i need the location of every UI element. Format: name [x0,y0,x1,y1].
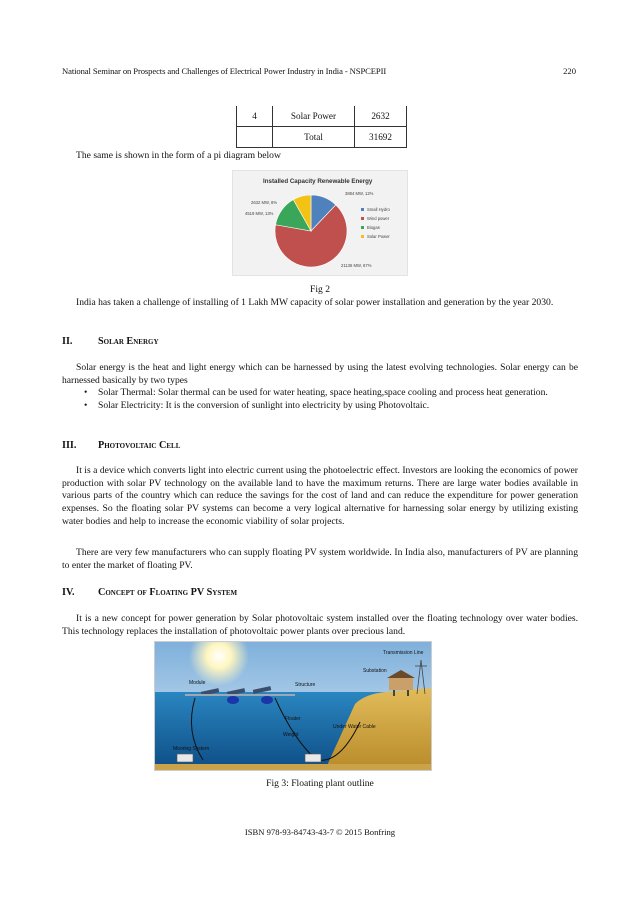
paragraph-floating: It is a new concept for power generation by Solar photovoltaic system installed over the floating technology over water bodies. This technology replaces the installation of photovoltaic power plants over precious land. [62,613,578,637]
label-module: Module [189,680,206,686]
label-floater: Floater [285,716,301,722]
legend-label: Wind power [367,216,390,221]
fig2-caption: Fig 2 [310,284,330,295]
running-header [62,66,576,76]
legend-swatch [361,235,364,238]
list-item [62,387,578,400]
table-cell: 2632 [355,106,407,127]
pie-chart [233,171,407,275]
bullet-icon: • [84,387,88,398]
weight-icon [177,754,193,762]
label-substation: Substation [363,668,387,674]
label-underwater-cable: Under Water Cable [333,724,376,730]
list-item-text: Solar Electricity: It is the conversion of sunlight into electricity by using Photovoltaic. [98,399,430,411]
legend-label: Biogas [367,225,380,230]
seabed [155,764,431,770]
legend-swatch [361,226,364,229]
section-heading-floating-pv [62,587,237,598]
section-heading-solar-energy [62,336,159,347]
header-title: National Seminar on Prospects and Challenges of Electrical Power Industry in India - NSPCEPII [62,66,387,76]
label-structure: Structure [295,682,316,688]
paragraph-pv-2: There are very few manufacturers who can supply floating PV system worldwide. In India also, manufacturers of PV are planning to enter the market of floating PV. [62,547,578,571]
list-item-text: Solar Thermal: Solar thermal can be used for water heating, space heating,space cooling and process heat generation. [98,387,548,398]
legend-swatch [361,217,364,220]
table-row [237,127,407,148]
label-mooring: Mooring System [173,746,210,752]
section-number: IV. [62,587,75,598]
table-cell: Solar Power [273,106,355,127]
paragraph-lakh: India has taken a challenge of installing of 1 Lakh MW capacity of solar power installation and generation by the year 2030. [76,297,554,308]
fig3-caption: Fig 3: Floating plant outline [266,778,374,789]
pie-data-label: 21136 MW, 67% [341,263,372,268]
table-cell: Total [273,127,355,148]
page-number: 220 [563,66,576,76]
page-footer: ISBN 978-93-84743-43-7 © 2015 Bonfring [244,827,396,837]
bullet-icon: • [84,399,88,411]
list-item [62,400,578,413]
legend-label: Small Hydro [367,207,390,212]
label-weight: Weight [283,732,299,738]
table-cell [237,127,273,148]
pie-chart-figure [232,170,408,276]
capacity-table [236,106,407,148]
section-number: III. [62,440,77,451]
label-transmission: Transmission Line [383,650,424,656]
paragraph-solar-energy: Solar energy is the heat and light energy which can be harnessed by using the latest evolving technologies. Solar energy can be harnessed basically by two types [62,362,578,386]
table-row [237,106,407,127]
legend-swatch [361,208,364,211]
section-title: Photovoltaic Cell [98,440,181,451]
chart-title: Installed Capacity Renewable Energy [263,178,373,185]
weight-icon [305,754,321,762]
legend-label: Solar Power [367,234,390,239]
section-title: Concept of Floating PV System [98,587,238,598]
floating-plant-illustration [155,642,431,770]
pie-data-label: 2632 MW, 8% [251,200,278,205]
section-number: II. [62,336,73,347]
pie-data-label: 3884 MW, 12% [345,191,374,196]
floater-icon [227,696,239,704]
section-heading-photovoltaic-cell [62,440,180,451]
floater-icon [261,696,273,704]
section-title: Solar Energy [98,336,159,347]
paragraph-pv-1: It is a device which converts light into electric current using the photoelectric effect. Investors are looking the economics of power production with solar PV technology on the available land to have the maximum returns. There are large water bodies available in various parts of the country which can reduce the savings for the cost of land and can reduce the expenditure for power generation expenses. So the floating solar PV systems can become a very logical alternative for harnessing solar energy by utilizing existing water bodies and help to increase the economic viability of solar projects. [62,465,578,527]
table-cell: 31692 [355,127,407,148]
bullet-list [62,387,578,412]
intro-line: The same is shown in the form of a pi diagram below [76,150,281,161]
table-cell: 4 [237,106,273,127]
pie-data-label: 4519 MW, 13% [245,211,274,216]
floating-plant-figure [154,641,432,771]
